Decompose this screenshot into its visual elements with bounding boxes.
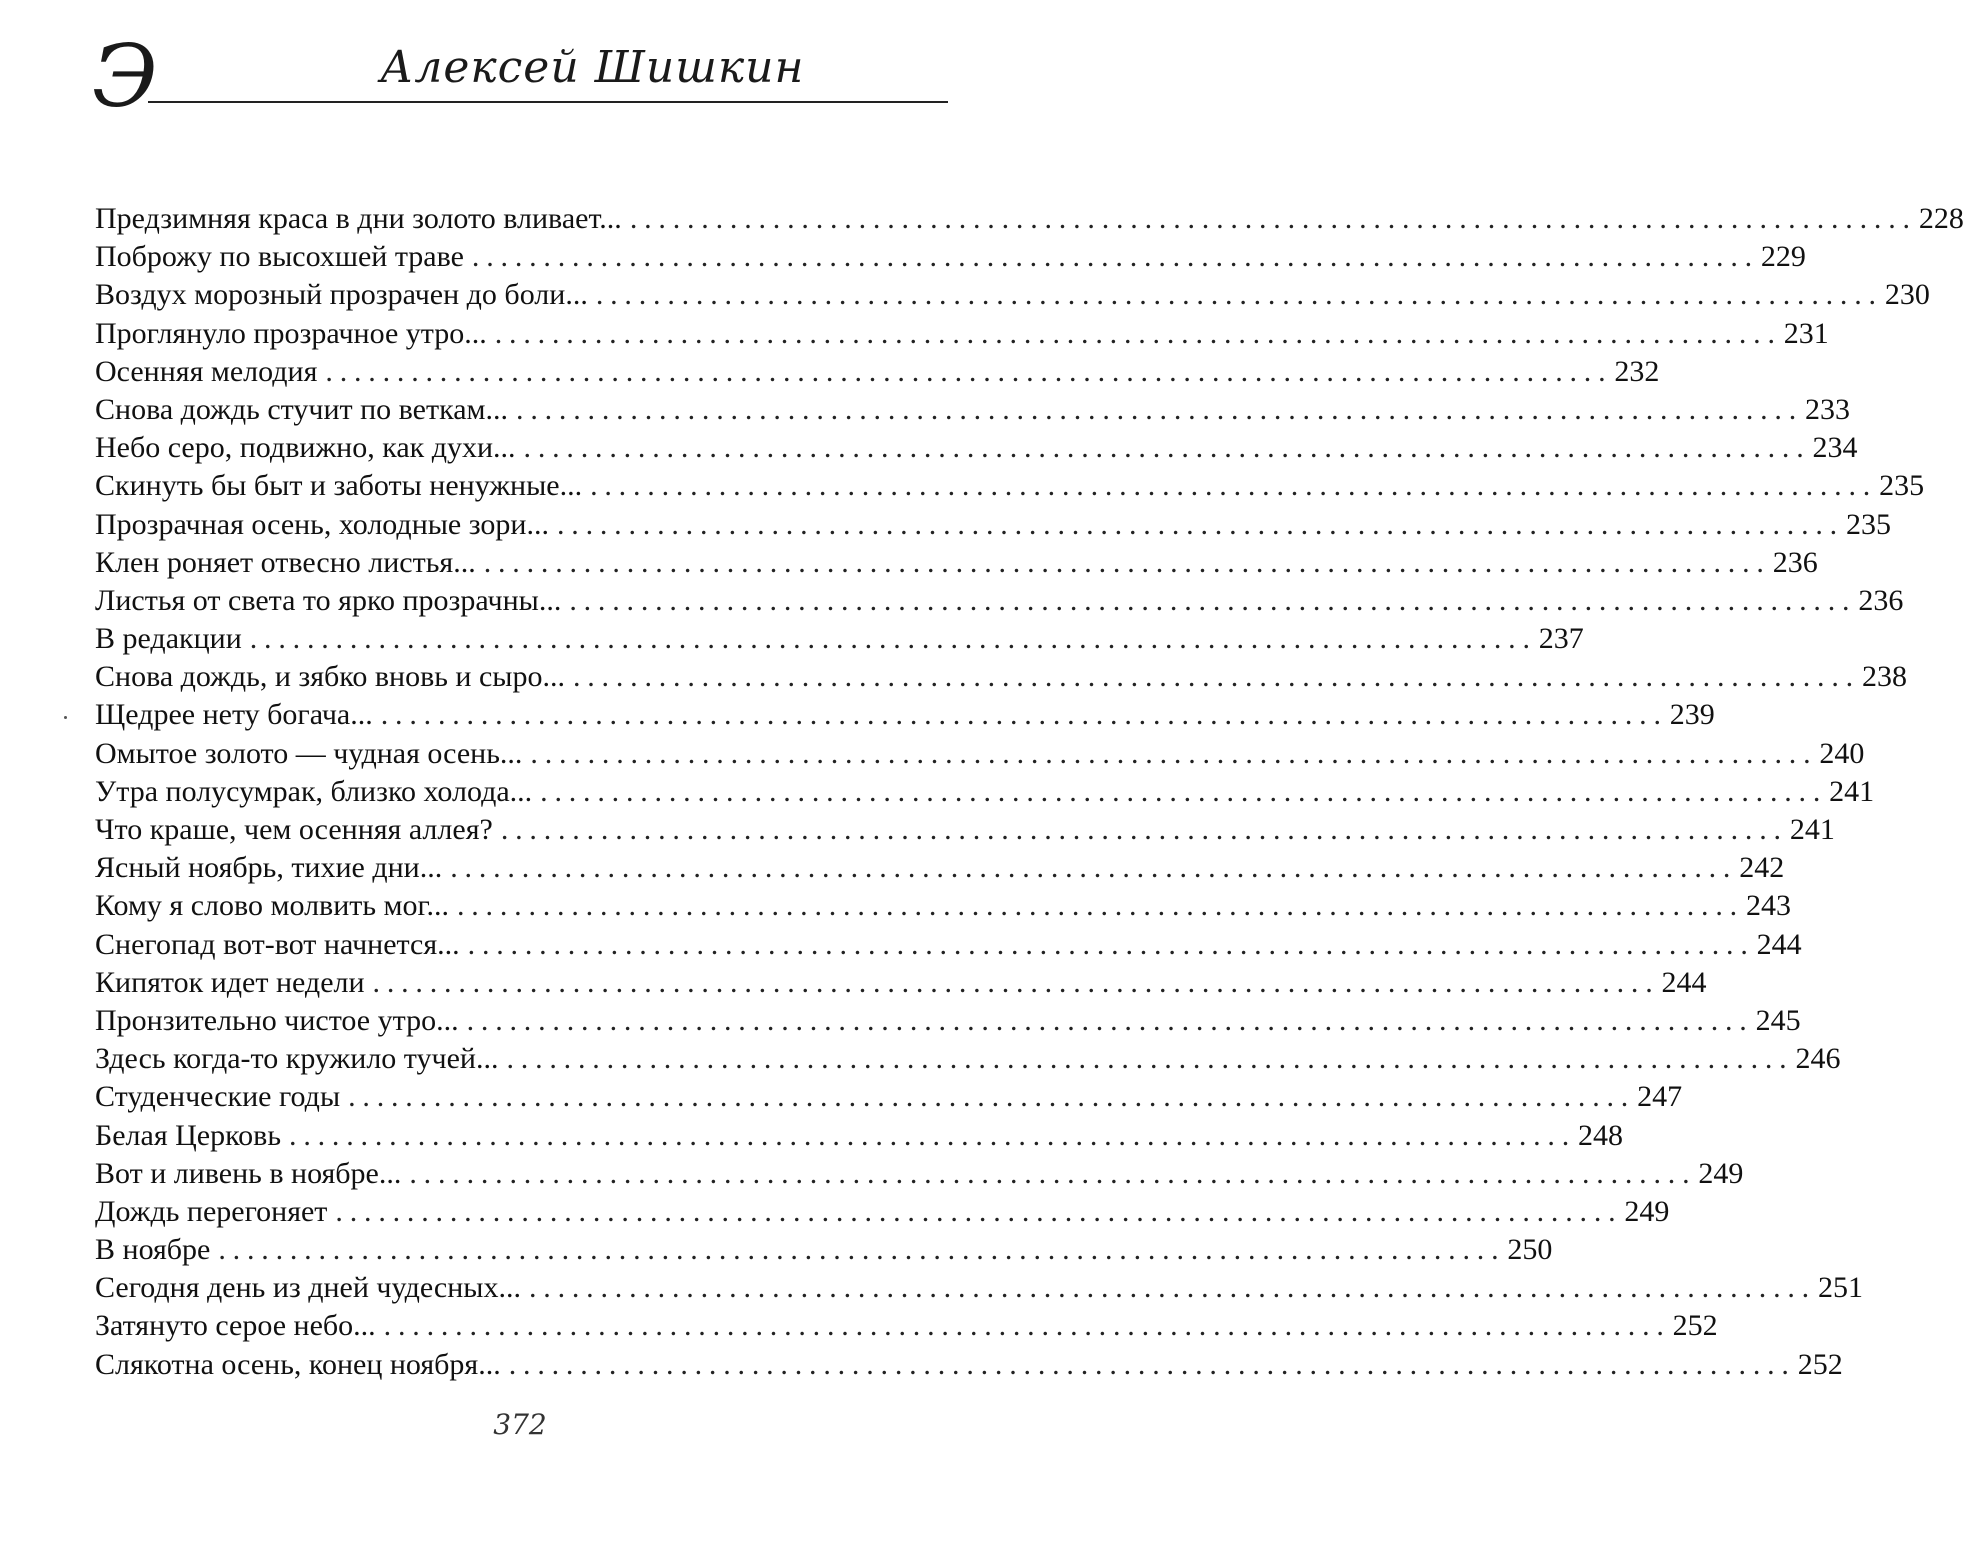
toc-entry-title: Клен роняет отвесно листья... <box>95 545 476 579</box>
toc-entry <box>95 544 1818 582</box>
toc-entry <box>95 696 1715 734</box>
dot-leader: .......................................................................................... <box>595 278 1883 312</box>
toc-entry-title: Скинуть бы быт и заботы ненужные... <box>95 469 583 503</box>
toc-entry-title: В редакции <box>95 622 242 656</box>
author-name: Алексей Шишкин <box>380 42 805 93</box>
dot-leader: .......................................................................................... <box>569 583 1857 617</box>
toc-entry <box>95 276 1930 314</box>
dot-leader: .......................................................................................... <box>590 469 1878 503</box>
toc-entry <box>95 735 1865 773</box>
dot-leader: .......................................................................................... <box>450 851 1738 885</box>
dot-leader: .......................................................................................... <box>467 927 1755 961</box>
toc-entry-title: Щедрее нету богача... <box>95 698 373 732</box>
toc-entry-page: 241 <box>1829 774 1875 808</box>
dot-leader: .......................................................................................... <box>516 392 1804 426</box>
toc-entry-title: Листья от света то ярко прозрачны... <box>95 583 562 617</box>
toc-entry-title: Пронзительно чистое утро... <box>95 1003 459 1037</box>
toc-entry-page: 229 <box>1760 240 1806 274</box>
toc-entry-page: 228 <box>1918 202 1964 235</box>
toc-entry-page: 250 <box>1507 1233 1553 1267</box>
toc-entry-title: Сегодня день из дней чудесных... <box>95 1271 521 1305</box>
toc-entry-page: 244 <box>1756 927 1802 961</box>
ornamental-initial: Э <box>92 27 158 127</box>
dot-leader: .......................................................................................... <box>466 1003 1754 1037</box>
running-header <box>0 0 1000 140</box>
toc-entry <box>95 964 1707 1002</box>
dot-leader: .......................................................................................... <box>471 240 1759 274</box>
toc-entry-title: Слякотна осень, конец ноября... <box>95 1347 501 1381</box>
toc-entry <box>95 200 1964 238</box>
toc-entry-page: 235 <box>1879 469 1925 503</box>
toc-entry-title: Белая Церковь <box>95 1118 282 1152</box>
toc-entry <box>95 887 1791 925</box>
toc-entry <box>95 926 1802 964</box>
toc-entry-page: 234 <box>1812 431 1858 465</box>
toc-entry <box>95 1346 1843 1384</box>
toc-entry-page: 230 <box>1884 278 1930 312</box>
toc-entry-page: 252 <box>1797 1347 1843 1381</box>
dot-leader: .......................................................................................... <box>500 813 1788 846</box>
toc-entry-title: Небо серо, подвижно, как духи... <box>95 431 516 465</box>
margin-speck <box>64 716 67 719</box>
toc-entry-title: Прозрачная осень, холодные зори... <box>95 507 549 541</box>
dot-leader: .......................................................................................... <box>530 736 1818 770</box>
table-of-contents <box>95 200 1964 1384</box>
toc-entry-page: 249 <box>1698 1156 1744 1190</box>
dot-leader: .......................................................................................... <box>218 1233 1506 1267</box>
toc-entry-page: 241 <box>1789 813 1835 846</box>
toc-entry-page: 246 <box>1795 1042 1841 1076</box>
dot-leader: .......................................................................................... <box>335 1194 1623 1228</box>
toc-entry <box>95 1231 1553 1269</box>
toc-entry-page: 245 <box>1755 1003 1801 1037</box>
toc-entry-title: Кипяток идет недели <box>95 965 365 999</box>
dot-leader: .......................................................................................... <box>483 545 1771 579</box>
toc-entry-page: 231 <box>1783 316 1829 350</box>
dot-leader: .......................................................................................... <box>556 507 1844 541</box>
dot-leader: .......................................................................................... <box>348 1080 1636 1114</box>
toc-entry-title: Поброжу по высохшей траве <box>95 240 464 274</box>
toc-entry <box>95 582 1904 620</box>
toc-entry <box>95 1002 1801 1040</box>
toc-entry-title: Осенняя мелодия <box>95 354 318 388</box>
toc-entry-title: Ясный ноябрь, тихие дни... <box>95 851 443 885</box>
toc-entry-page: 236 <box>1858 583 1904 617</box>
dot-leader: .......................................................................................... <box>249 622 1537 656</box>
toc-entry-title: В ноябре <box>95 1233 211 1267</box>
toc-entry-page: 249 <box>1624 1194 1670 1228</box>
toc-entry-page: 237 <box>1538 622 1584 656</box>
toc-entry-title: Вот и ливень в ноябре... <box>95 1156 402 1190</box>
dot-leader: .......................................................................................... <box>325 354 1613 388</box>
toc-entry-page: 239 <box>1669 698 1715 732</box>
page-number: 372 <box>493 1408 547 1441</box>
toc-entry <box>95 620 1584 658</box>
dot-leader: .......................................................................................... <box>508 1347 1796 1381</box>
toc-entry-title: Дождь перегоняет <box>95 1194 328 1228</box>
toc-entry-page: 244 <box>1661 965 1707 999</box>
toc-entry-title: Здесь когда-то кружило тучей... <box>95 1042 499 1076</box>
header-rule <box>148 101 948 103</box>
toc-entry <box>95 506 1891 544</box>
dot-leader: .......................................................................................... <box>629 202 1917 235</box>
toc-entry <box>95 429 1858 467</box>
dot-leader: .......................................................................................... <box>494 316 1782 350</box>
toc-entry <box>95 1193 1670 1231</box>
toc-entry-page: 232 <box>1614 354 1660 388</box>
toc-entry-page: 240 <box>1819 736 1865 770</box>
dot-leader: .......................................................................................... <box>506 1042 1794 1076</box>
toc-entry-page: 243 <box>1745 889 1791 923</box>
dot-leader: .......................................................................................... <box>409 1156 1697 1190</box>
dot-leader: .......................................................................................... <box>523 431 1811 465</box>
toc-entry-page: 248 <box>1578 1118 1624 1152</box>
dot-leader: .......................................................................................... <box>528 1271 1816 1305</box>
toc-entry-title: Утра полусумрак, близко холода... <box>95 774 533 808</box>
toc-entry <box>95 391 1851 429</box>
toc-entry <box>95 773 1875 811</box>
dot-leader: .......................................................................................... <box>383 1309 1671 1343</box>
toc-entry <box>95 1117 1624 1155</box>
toc-entry <box>95 1269 1863 1307</box>
toc-entry-page: 251 <box>1817 1271 1863 1305</box>
dot-leader: .......................................................................................... <box>372 965 1660 999</box>
toc-entry-title: Воздух морозный прозрачен до боли... <box>95 278 588 312</box>
toc-entry <box>95 1307 1718 1345</box>
toc-entry-page: 238 <box>1861 660 1907 694</box>
toc-entry-title: Омытое золото — чудная осень... <box>95 736 523 770</box>
toc-entry-page: 236 <box>1772 545 1818 579</box>
toc-entry <box>95 353 1660 391</box>
toc-entry-title: Снегопад вот-вот начнется... <box>95 927 460 961</box>
toc-entry <box>95 467 1925 505</box>
dot-leader: .......................................................................................... <box>456 889 1744 923</box>
toc-entry-title: Проглянуло прозрачное утро... <box>95 316 487 350</box>
dot-leader: .......................................................................................... <box>572 660 1860 694</box>
toc-entry-page: 233 <box>1805 392 1851 426</box>
dot-leader: .......................................................................................... <box>289 1118 1577 1152</box>
toc-entry <box>95 849 1785 887</box>
toc-entry-page: 247 <box>1637 1080 1683 1114</box>
toc-entry-title: Что краше, чем осенняя аллея? <box>95 813 493 846</box>
toc-entry <box>95 315 1829 353</box>
toc-entry <box>95 658 1907 696</box>
toc-entry <box>95 238 1806 276</box>
toc-entry-title: Кому я слово молвить мог... <box>95 889 449 923</box>
dot-leader: .......................................................................................... <box>540 774 1828 808</box>
toc-entry-title: Студенческие годы <box>95 1080 341 1114</box>
toc-entry <box>95 1078 1683 1116</box>
toc-entry-title: Затянуто серое небо... <box>95 1309 376 1343</box>
toc-entry <box>95 1040 1841 1078</box>
toc-entry-page: 235 <box>1845 507 1891 541</box>
toc-entry-title: Предзимняя краса в дни золото вливает... <box>95 202 622 235</box>
toc-entry-title: Снова дождь стучит по веткам... <box>95 392 509 426</box>
toc-entry <box>95 811 1835 849</box>
toc-entry-page: 242 <box>1739 851 1785 885</box>
toc-entry-page: 252 <box>1672 1309 1718 1343</box>
dot-leader: .......................................................................................... <box>380 698 1668 732</box>
toc-entry <box>95 1155 1744 1193</box>
toc-entry-title: Снова дождь, и зябко вновь и сыро... <box>95 660 565 694</box>
